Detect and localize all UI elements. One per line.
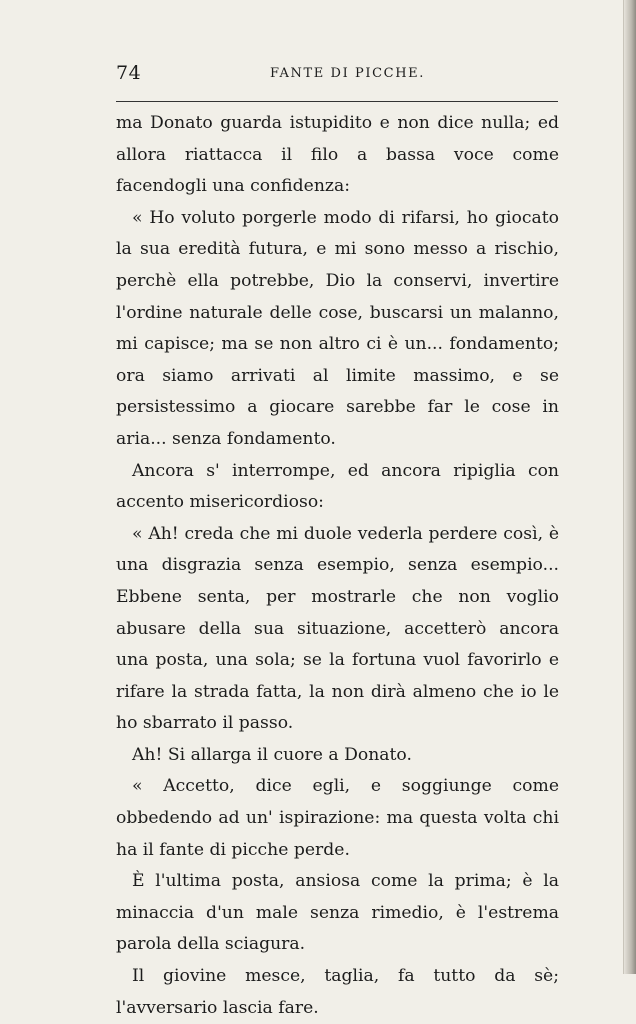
header-rule [116, 101, 558, 102]
paragraph: Ah! Si allarga il cuore a Donato. [132, 744, 412, 765]
paragraph: « Ho voluto porgerle modo di rifarsi, ho giocato la sua eredità futura, e mi sono messo a rischio, perchè ella potrebbe, Dio la conservi, invertire l'ordine naturale delle cose, buscarsi un malanno, mi capisce; ma se non altro ci è un... fondamento; ora siamo arrivati al limite massimo, e se persistessimo a giocare sarebbe far le cose in aria... senza fondamento. [116, 207, 559, 449]
page-edge [624, 0, 636, 974]
paragraph: ma Donato guarda istupidito e non dice nulla; ed allora riattacca il filo a bassa voce come facendogli una confidenza: [116, 113, 559, 197]
paragraph: « Ah! creda che mi duole vederla perdere così, è una disgrazia senza esempio, senza esempio... Ebbene senta, per mostrarle che non voglio abusare della sua situazione, accetterò ancora una posta, una sola; se la fortuna vuol favorirlo e rifare la strada fatta, la non dirà almeno che io le ho sbarrato il passo. [116, 523, 559, 734]
body-text [116, 108, 559, 1024]
paragraph: Ancora s' interrompe, ed ancora ripiglia con accento misericordioso: [116, 460, 559, 513]
running-title: FANTE DI PICCHE. [270, 66, 425, 81]
page-number: 74 [116, 62, 142, 84]
paragraph: « Accetto, dice egli, e soggiunge come obbedendo ad un' ispirazione: ma questa volta chi ha il fante di picche perde. [116, 776, 559, 860]
paragraph: Il giovine mesce, taglia, fa tutto da sè; l'avversario lascia fare. [116, 966, 559, 1018]
paragraph: È l'ultima posta, ansiosa come la prima; è la minaccia d'un male senza rimedio, è l'estrema parola della sciagura. [116, 871, 559, 955]
page-header [116, 62, 558, 86]
